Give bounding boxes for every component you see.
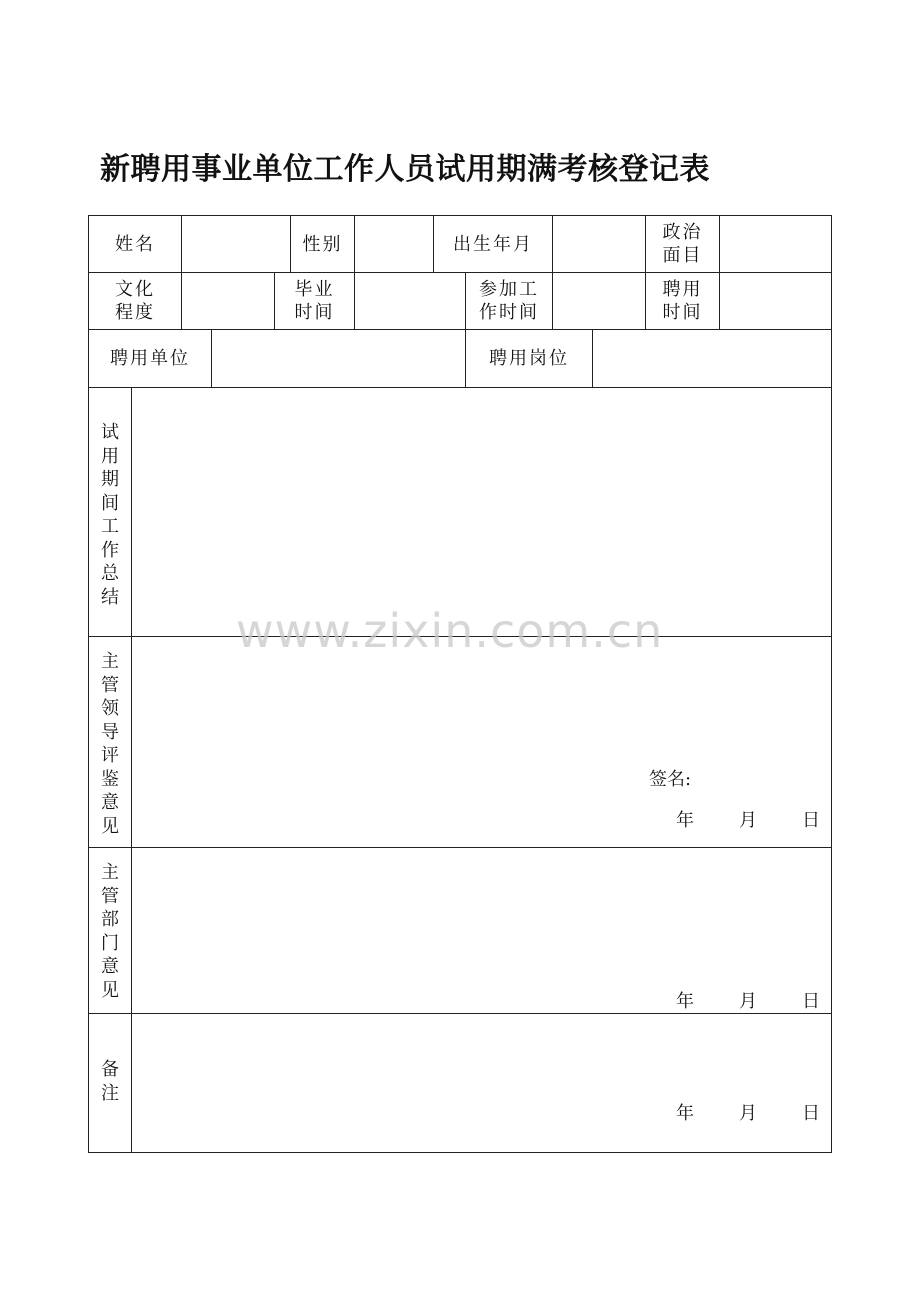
leader-label: 主 管 领 导 评 鉴 意 见 <box>101 651 119 837</box>
gender-input[interactable] <box>359 228 433 262</box>
leader-date-year: 年 <box>676 810 694 831</box>
watermark: www.zixin.com.cn <box>236 604 664 658</box>
leader-date-month: 月 <box>739 810 757 831</box>
remarks-date-day: 日 <box>802 1103 820 1124</box>
table-row-line <box>88 1013 832 1014</box>
post-input[interactable] <box>597 342 831 376</box>
table-col-line <box>181 272 182 329</box>
dept-label: 主 管 部 门 意 见 <box>101 862 119 1001</box>
political-input[interactable] <box>724 228 832 262</box>
work-start-label: 参加工 作时间 <box>479 279 539 323</box>
leader-textarea[interactable] <box>138 643 642 837</box>
summary-textarea[interactable] <box>138 394 828 634</box>
table-col-line <box>719 215 720 272</box>
form-title: 新聘用事业单位工作人员试用期满考核登记表 <box>100 152 710 187</box>
summary-label: 试 用 期 间 工 作 总 结 <box>101 422 119 608</box>
table-col-line <box>211 329 212 387</box>
table-col-line <box>131 387 132 1153</box>
gender-label: 性别 <box>302 233 343 255</box>
remarks-date-year: 年 <box>676 1103 694 1124</box>
remarks-label: 备 注 <box>101 1059 119 1104</box>
table-col-line <box>552 215 553 272</box>
table-border-right <box>831 215 832 1153</box>
table-col-line <box>552 272 553 329</box>
hire-time-label: 聘用 时间 <box>662 279 703 323</box>
table-row-line <box>88 387 832 388</box>
remarks-textarea[interactable] <box>138 1020 828 1094</box>
dept-date-day: 日 <box>802 991 820 1012</box>
table-col-line <box>354 272 355 329</box>
dept-date-month: 月 <box>739 991 757 1012</box>
education-label: 文化 程度 <box>115 279 155 323</box>
education-input[interactable] <box>186 285 274 319</box>
graduation-input[interactable] <box>359 285 465 319</box>
table-border-bottom <box>88 1152 832 1153</box>
table-col-line <box>719 272 720 329</box>
table-col-line <box>354 215 355 272</box>
name-label: 姓名 <box>115 233 155 255</box>
table-col-line <box>181 215 182 272</box>
leader-date-day: 日 <box>802 810 820 831</box>
post-label: 聘用岗位 <box>489 348 569 369</box>
table-row-line <box>88 847 832 848</box>
dept-textarea[interactable] <box>138 854 828 978</box>
unit-label: 聘用单位 <box>110 348 190 369</box>
signature-label: 签名: <box>649 769 692 790</box>
dept-date-year: 年 <box>676 991 694 1012</box>
birth-label: 出生年月 <box>453 233 533 255</box>
unit-input[interactable] <box>216 342 464 376</box>
name-input[interactable] <box>186 228 290 262</box>
birth-input[interactable] <box>557 228 645 262</box>
remarks-date-month: 月 <box>739 1103 757 1124</box>
graduation-label: 毕业 时间 <box>294 279 335 323</box>
table-col-line <box>592 329 593 387</box>
political-label: 政治 面目 <box>662 222 703 266</box>
table-row-line <box>88 272 832 273</box>
hire-time-input[interactable] <box>724 285 832 319</box>
work-start-input[interactable] <box>557 285 645 319</box>
